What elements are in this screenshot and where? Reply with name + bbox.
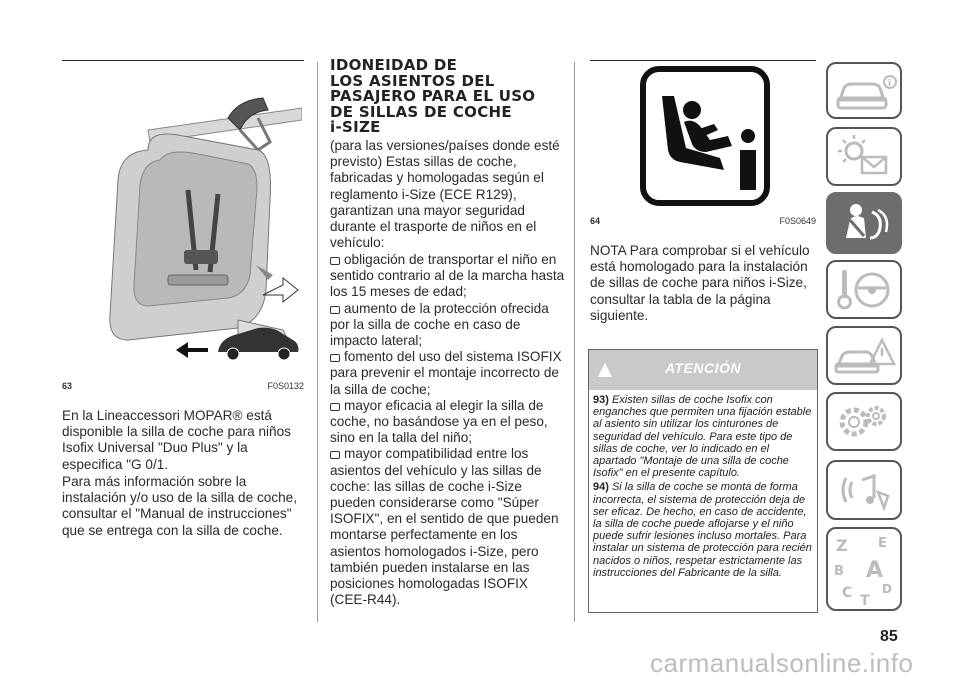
watermark-text: carmanualsonline.info: [650, 648, 914, 678]
isize-bullet-list: [330, 252, 568, 608]
seatbelt-airbag-icon: [828, 194, 900, 252]
heading-line-2: LOS ASIENTOS DEL: [330, 71, 495, 90]
alphabet-icon: [828, 529, 900, 609]
checkbox-bullet-icon: [330, 354, 340, 362]
figure-63-number: 63: [62, 381, 73, 391]
figure-64-number: 64: [590, 216, 601, 226]
warning-text: Existen sillas de coche Isofix con enganches que permiten una fijación estable al asiento sin utilizar los cinturones de seguridad del vehículo. Para este tipo de sillas de coche, ver lo indicado en el apartado "Montaje de una silla de coche Isofix" en el presente capítulo.: [593, 394, 812, 480]
right-top-rule: [590, 60, 816, 61]
starting-driving-tab[interactable]: [826, 260, 902, 319]
index-letter: B: [834, 564, 844, 579]
maintenance-tab[interactable]: [826, 392, 902, 451]
child-seat-figure: [88, 90, 302, 374]
figure-63-code: F0S0132: [267, 381, 304, 391]
emergency-tab[interactable]: [826, 326, 902, 385]
mopar-paragraph: En la Lineaccessori MOPAR® está disponible la silla de coche para niños Isofix Universal "Duo Plus" y la especifica "G 0/1.: [62, 408, 291, 472]
index-letter: Z: [836, 536, 848, 555]
warning-text: Si la silla de coche se monta de forma incorrecta, el sistema de protección deja de ser eficaz. De hecho, en caso de accidente, la silla de coche puede aflojarse y el niño puede sufrir lesiones incluso mortales. Para instalar un sistema de protección para recién nacidos o niños, respetar estrictamente las instrucciones del Fabricante de la silla.: [593, 481, 812, 579]
multimedia-tab[interactable]: [826, 460, 902, 520]
checkbox-bullet-icon: [330, 257, 340, 265]
index-tab[interactable]: [826, 527, 902, 611]
list-item: obligación de transportar el niño en sentido contrario al de la marcha hasta los 15 meses de edad;: [330, 252, 565, 300]
child-seat-illustration: [88, 90, 302, 374]
list-item: aumento de la protección ofrecida por la silla de coche en caso de impacto lateral;: [330, 300, 549, 349]
list-item: fomento del uso del sistema ISOFIX para prevenir el montaje incorrecto de la silla de coche;: [330, 349, 562, 397]
note-paragraph: NOTA Para comprobar si el vehículo está homologado para la instalación de sillas de coche para niños i-Size, consultar la tabla de la página siguiente.: [590, 243, 810, 323]
isize-intro: (para las versiones/países donde esté previsto) Estas sillas de coche, fabricadas y homologadas según el reglamento i-Size (ECE R129), garantizan una mayor seguridad durante el trasporte de niños en el vehículo:: [330, 138, 560, 251]
svg-text:i: i: [888, 79, 892, 89]
list-item: mayor compatibilidad entre los asientos del vehículo y las sillas de coche: las sillas de coche i-Size pueden considerarse como "Súper ISOFIX", en el sentido de que pueden montarse perfectamente en los asientos homologados i-Size, pero también pueden instalarse en las posiciones homologadas ISOFIX (CEE-R44).: [330, 446, 559, 608]
index-letter: C: [842, 585, 853, 601]
checkbox-bullet-icon: [330, 403, 340, 411]
warning-title: ATENCIÓN: [664, 360, 742, 376]
sun-envelope-icon: [828, 129, 900, 184]
info-paragraph: Para más información sobre la instalación y/o uso de la silla de coche, consultar el "Manual de instrucciones" que se entrega con la silla de coche.: [62, 474, 298, 538]
warning-lights-tab[interactable]: [826, 127, 902, 186]
heading-line-5: i-SIZE: [330, 118, 381, 136]
heading-line-3: PASAJERO PARA EL USO: [330, 87, 536, 105]
warning-item-93: [589, 394, 817, 479]
radio-music-icon: [828, 462, 900, 518]
warning-number: 94): [593, 481, 609, 494]
warning-box: [588, 349, 818, 613]
isize-symbol-figure: [640, 66, 770, 206]
car-dashboard-tab[interactable]: [826, 62, 902, 119]
car-crash-warning-icon: [828, 328, 900, 383]
key-steering-icon: [828, 262, 900, 317]
safety-tab[interactable]: [826, 192, 902, 254]
page-number: 85: [880, 628, 898, 645]
checkbox-bullet-icon: [330, 306, 340, 314]
warning-header: [589, 350, 817, 390]
list-item: mayor eficacia al elegir la silla de coche, no basándose ya en el peso, sino en la talla del niño;: [330, 397, 548, 446]
heading-line-1: IDONEIDAD DE: [330, 56, 458, 74]
index-letter: D: [882, 582, 892, 596]
gears-icon: [828, 394, 900, 449]
heading-line-4: DE SILLAS DE COCHE: [330, 102, 512, 121]
column-divider-1: [317, 62, 318, 622]
isize-seat-icon: [640, 66, 770, 206]
checkbox-bullet-icon: [330, 451, 340, 459]
car-info-icon: [828, 64, 900, 117]
left-top-rule: [62, 60, 304, 61]
index-letter: E: [878, 536, 887, 551]
column-divider-2: [574, 62, 575, 622]
warning-item-94: [589, 481, 817, 579]
index-letter: A: [866, 558, 884, 583]
warning-number: 93): [593, 394, 609, 406]
figure-64-code: F0S0649: [779, 216, 816, 226]
index-letter: T: [860, 593, 870, 609]
section-heading: [330, 58, 570, 136]
